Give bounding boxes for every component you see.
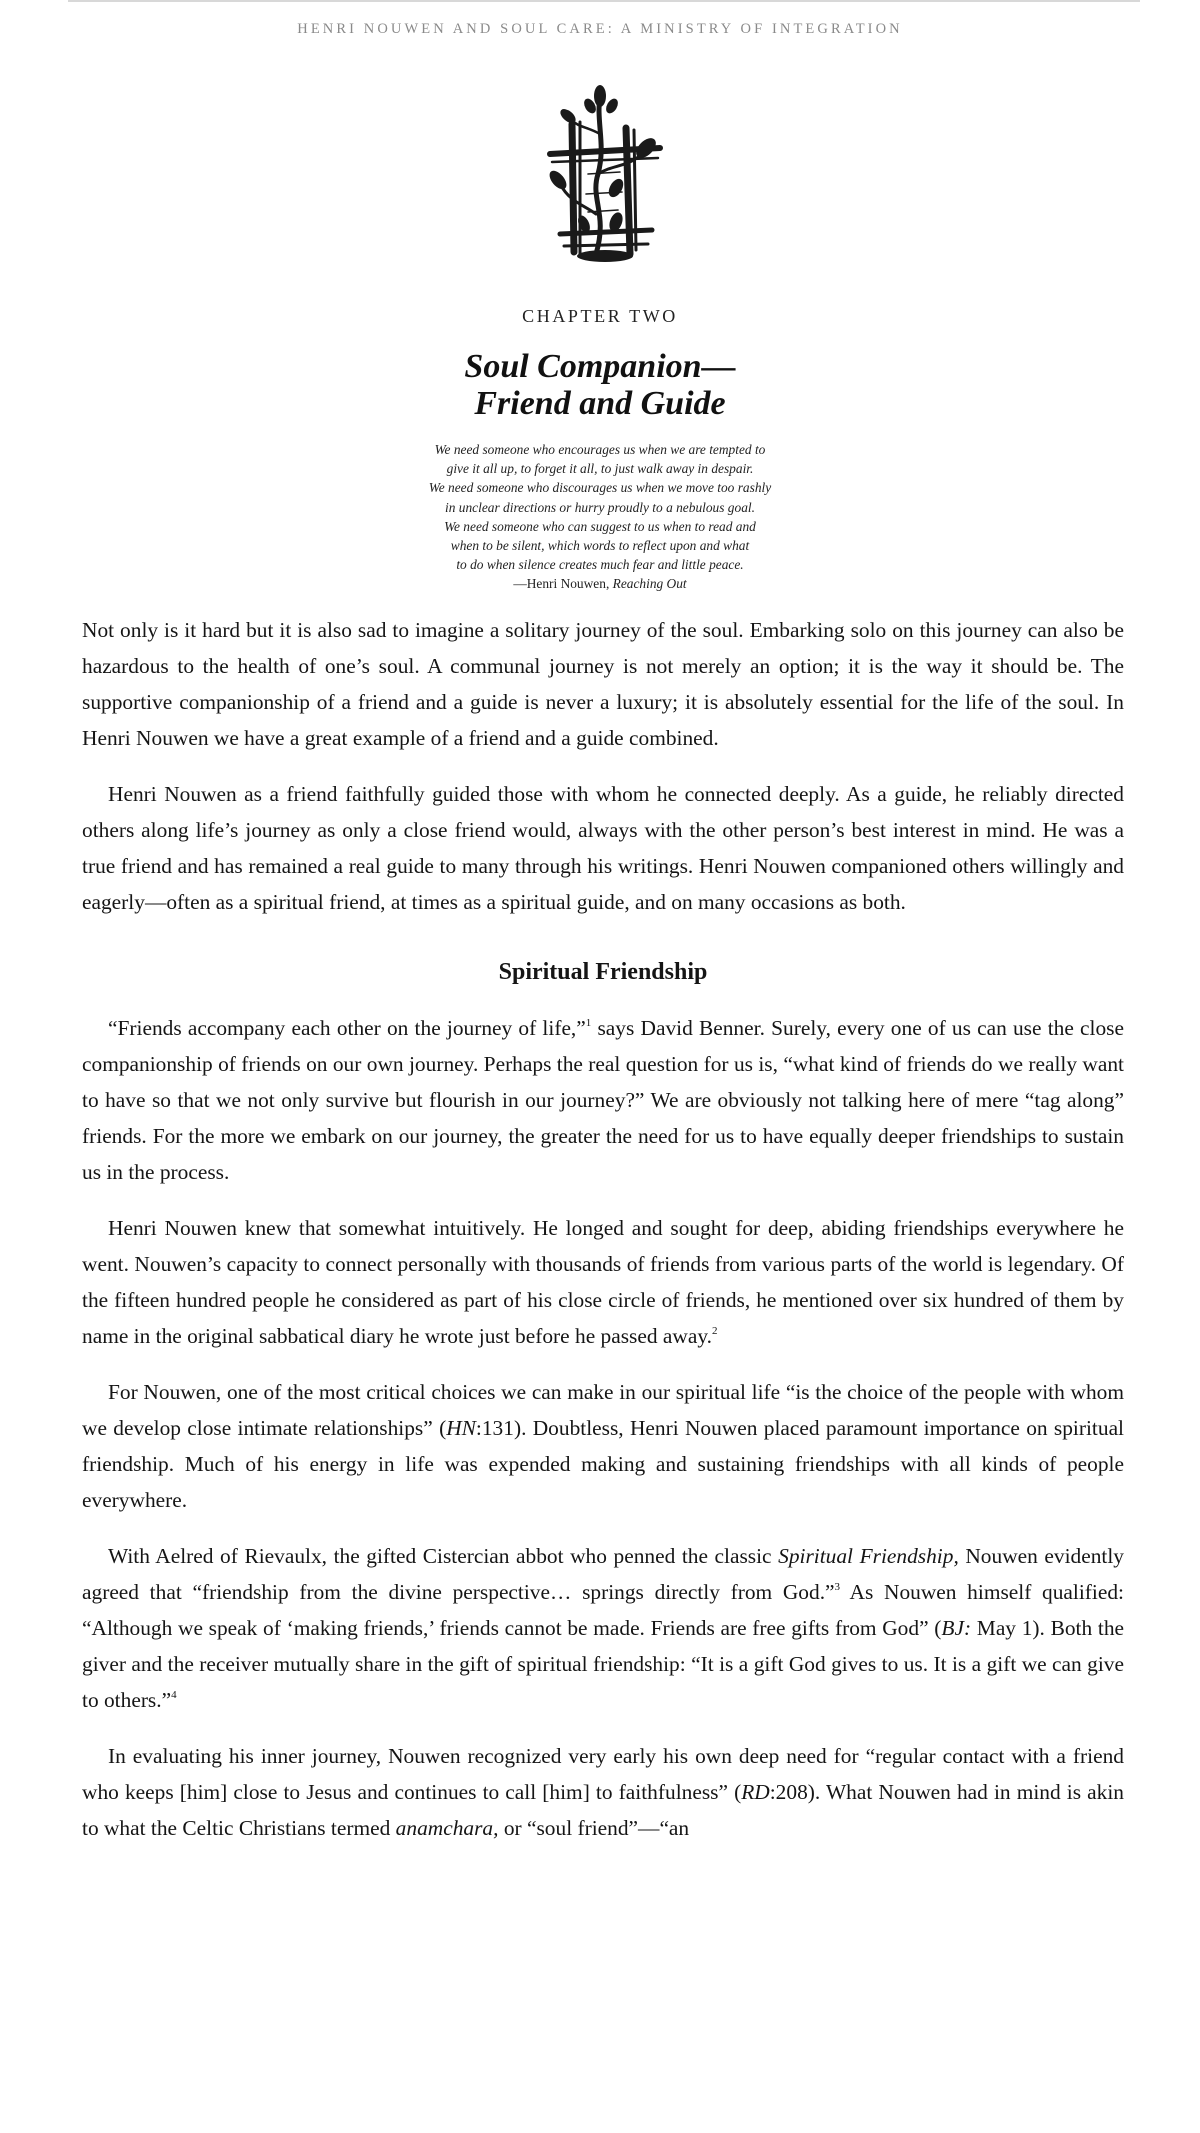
paragraph — [82, 1374, 1124, 1518]
epigraph-line: We need someone who discourages us when we move too rashly — [428, 480, 772, 496]
chapter-title-line: Soul Companion— — [464, 348, 736, 385]
paragraph-text: or “soul friend”—“an — [498, 1816, 690, 1840]
footnote-ref: 1 — [585, 1017, 592, 1029]
body-text — [82, 612, 1124, 1866]
chapter-title-line: Friend and Guide — [474, 385, 726, 422]
epigraph-author: —Henri Nouwen, — [513, 576, 613, 592]
running-head: HENRI NOUWEN AND SOUL CARE: A MINISTRY OF INTEGRATION — [297, 21, 903, 37]
epigraph-line: We need someone who can suggest to us when to read and — [444, 518, 756, 534]
citation-abbrev: RD — [741, 1780, 770, 1804]
chapter-number: CHAPTER TWO — [522, 306, 678, 326]
footnote-ref: 2 — [712, 1325, 718, 1337]
epigraph-line: give it all up, to forget it all, to just walk away in despair. — [446, 461, 754, 477]
paragraph-text: :131). Doubtless, Henri Nouwen placed paramount importance on spiritual friendship. Much of his energy in life was expended making and sustaining friendships with all kinds of people everywhere. — [82, 1416, 1125, 1512]
paragraph-text: Henri Nouwen knew that somewhat intuitively. He longed and sought for deep, abiding friendships everywhere he went. Nouwen’s capacity to connect personally with thousands of friends from various parts of the world is legendary. Of the fifteen hundred people he considered as part of his close circle of friends, he mentioned over six hundred of them by name in the original sabbatical diary he wrote just before he passed away. — [82, 1216, 1124, 1348]
paragraph-text: May 1). Both the giver and the receiver mutually share in the gift of spiritual friendship: “It is a gift God gives to us. It is a gift we can give to others.” — [82, 1616, 1125, 1712]
chapter-title — [0, 348, 1200, 422]
paragraph-text: says David Benner. Surely, every one of us can use the close companionship of friends on our own journey. Perhaps the real question for us is, “what kind of friends do we really want to have so that we not only survive but flourish in our journey?” We are obviously not talking here of mere “tag along” friends. For the more we embark on our journey, the greater the need for us to have equally deeper friendships to sustain us in the process. — [82, 1016, 1124, 1184]
paragraph — [82, 1738, 1124, 1846]
foreign-term: anamchara, — [395, 1816, 499, 1840]
epigraph — [0, 440, 1200, 594]
paragraph-text: :208). What Nouwen had in mind is akin to what the Celtic Christians termed — [82, 1780, 1125, 1840]
paragraph-text: For Nouwen, one of the most critical choices we can make in our spiritual life “is the choice of the people with whom we develop close intimate relationships” ( — [82, 1380, 1124, 1440]
paragraph: Not only is it hard but it is also sad to imagine a solitary journey of the soul. Embarking solo on this journey can also be hazardous to the health of one’s soul. A communal journey is not merely an option; it is the way it should be. The supportive companionship of a friend and a guide is never a luxury; it is absolutely essential for the life of the soul. In Henri Nouwen we have a great example of a friend and a guide combined. — [82, 618, 1124, 750]
paragraph: Henri Nouwen as a friend faithfully guided those with whom he connected deeply. As a guide, he reliably directed others along life’s journey as only a close friend would, always with the other person’s best interest in mind. He was a true friend and has remained a real guide to many through his writings. Henri Nouwen companioned others willingly and eagerly—often as a spiritual friend, at times as a spiritual guide, and on many occasions as both. — [82, 782, 1124, 914]
epigraph-line: to do when silence creates much fear and little peace. — [456, 557, 744, 573]
paragraph — [82, 1010, 1124, 1190]
epigraph-attribution — [0, 574, 1200, 593]
epigraph-line: when to be silent, which words to reflect upon and what — [450, 538, 750, 554]
paragraph — [82, 1538, 1124, 1718]
footnote-ref: 4 — [171, 1689, 177, 1701]
epigraph-line: We need someone who encourages us when we are tempted to — [434, 442, 766, 457]
section-heading: Spiritual Friendship — [498, 959, 708, 985]
epigraph-line: in unclear directions or hurry proudly to a nebulous goal. — [445, 499, 755, 515]
paragraph-text: As Nouwen himself qualified: “Although we speak of ‘making friends,’ friends cannot be made. Friends are free gifts from God” ( — [82, 1580, 1124, 1640]
footnote-ref: 3 — [834, 1581, 841, 1593]
top-rule — [68, 0, 1140, 2]
paragraph-text: “Friends accompany each other on the journey of life,” — [108, 1016, 586, 1040]
paragraph-text: Nouwen evidently agreed that “friendship from the divine perspective… springs directly from God.” — [82, 1544, 1124, 1604]
citation-abbrev: HN — [446, 1416, 476, 1440]
paragraph-text: In evaluating his inner journey, Nouwen recognized very early his own deep need for “regular contact with a friend who keeps [him] close to Jesus and continues to call [him] to faithfulness” ( — [82, 1744, 1124, 1804]
cross-with-vine-icon — [530, 84, 680, 274]
book-title: Spiritual Friendship, — [778, 1544, 959, 1568]
paragraph — [82, 1210, 1124, 1354]
epigraph-work: Reaching Out — [612, 576, 687, 592]
citation-abbrev: BJ: — [941, 1616, 972, 1640]
paragraph-text: With Aelred of Rievaulx, the gifted Cistercian abbot who penned the classic — [108, 1544, 779, 1568]
